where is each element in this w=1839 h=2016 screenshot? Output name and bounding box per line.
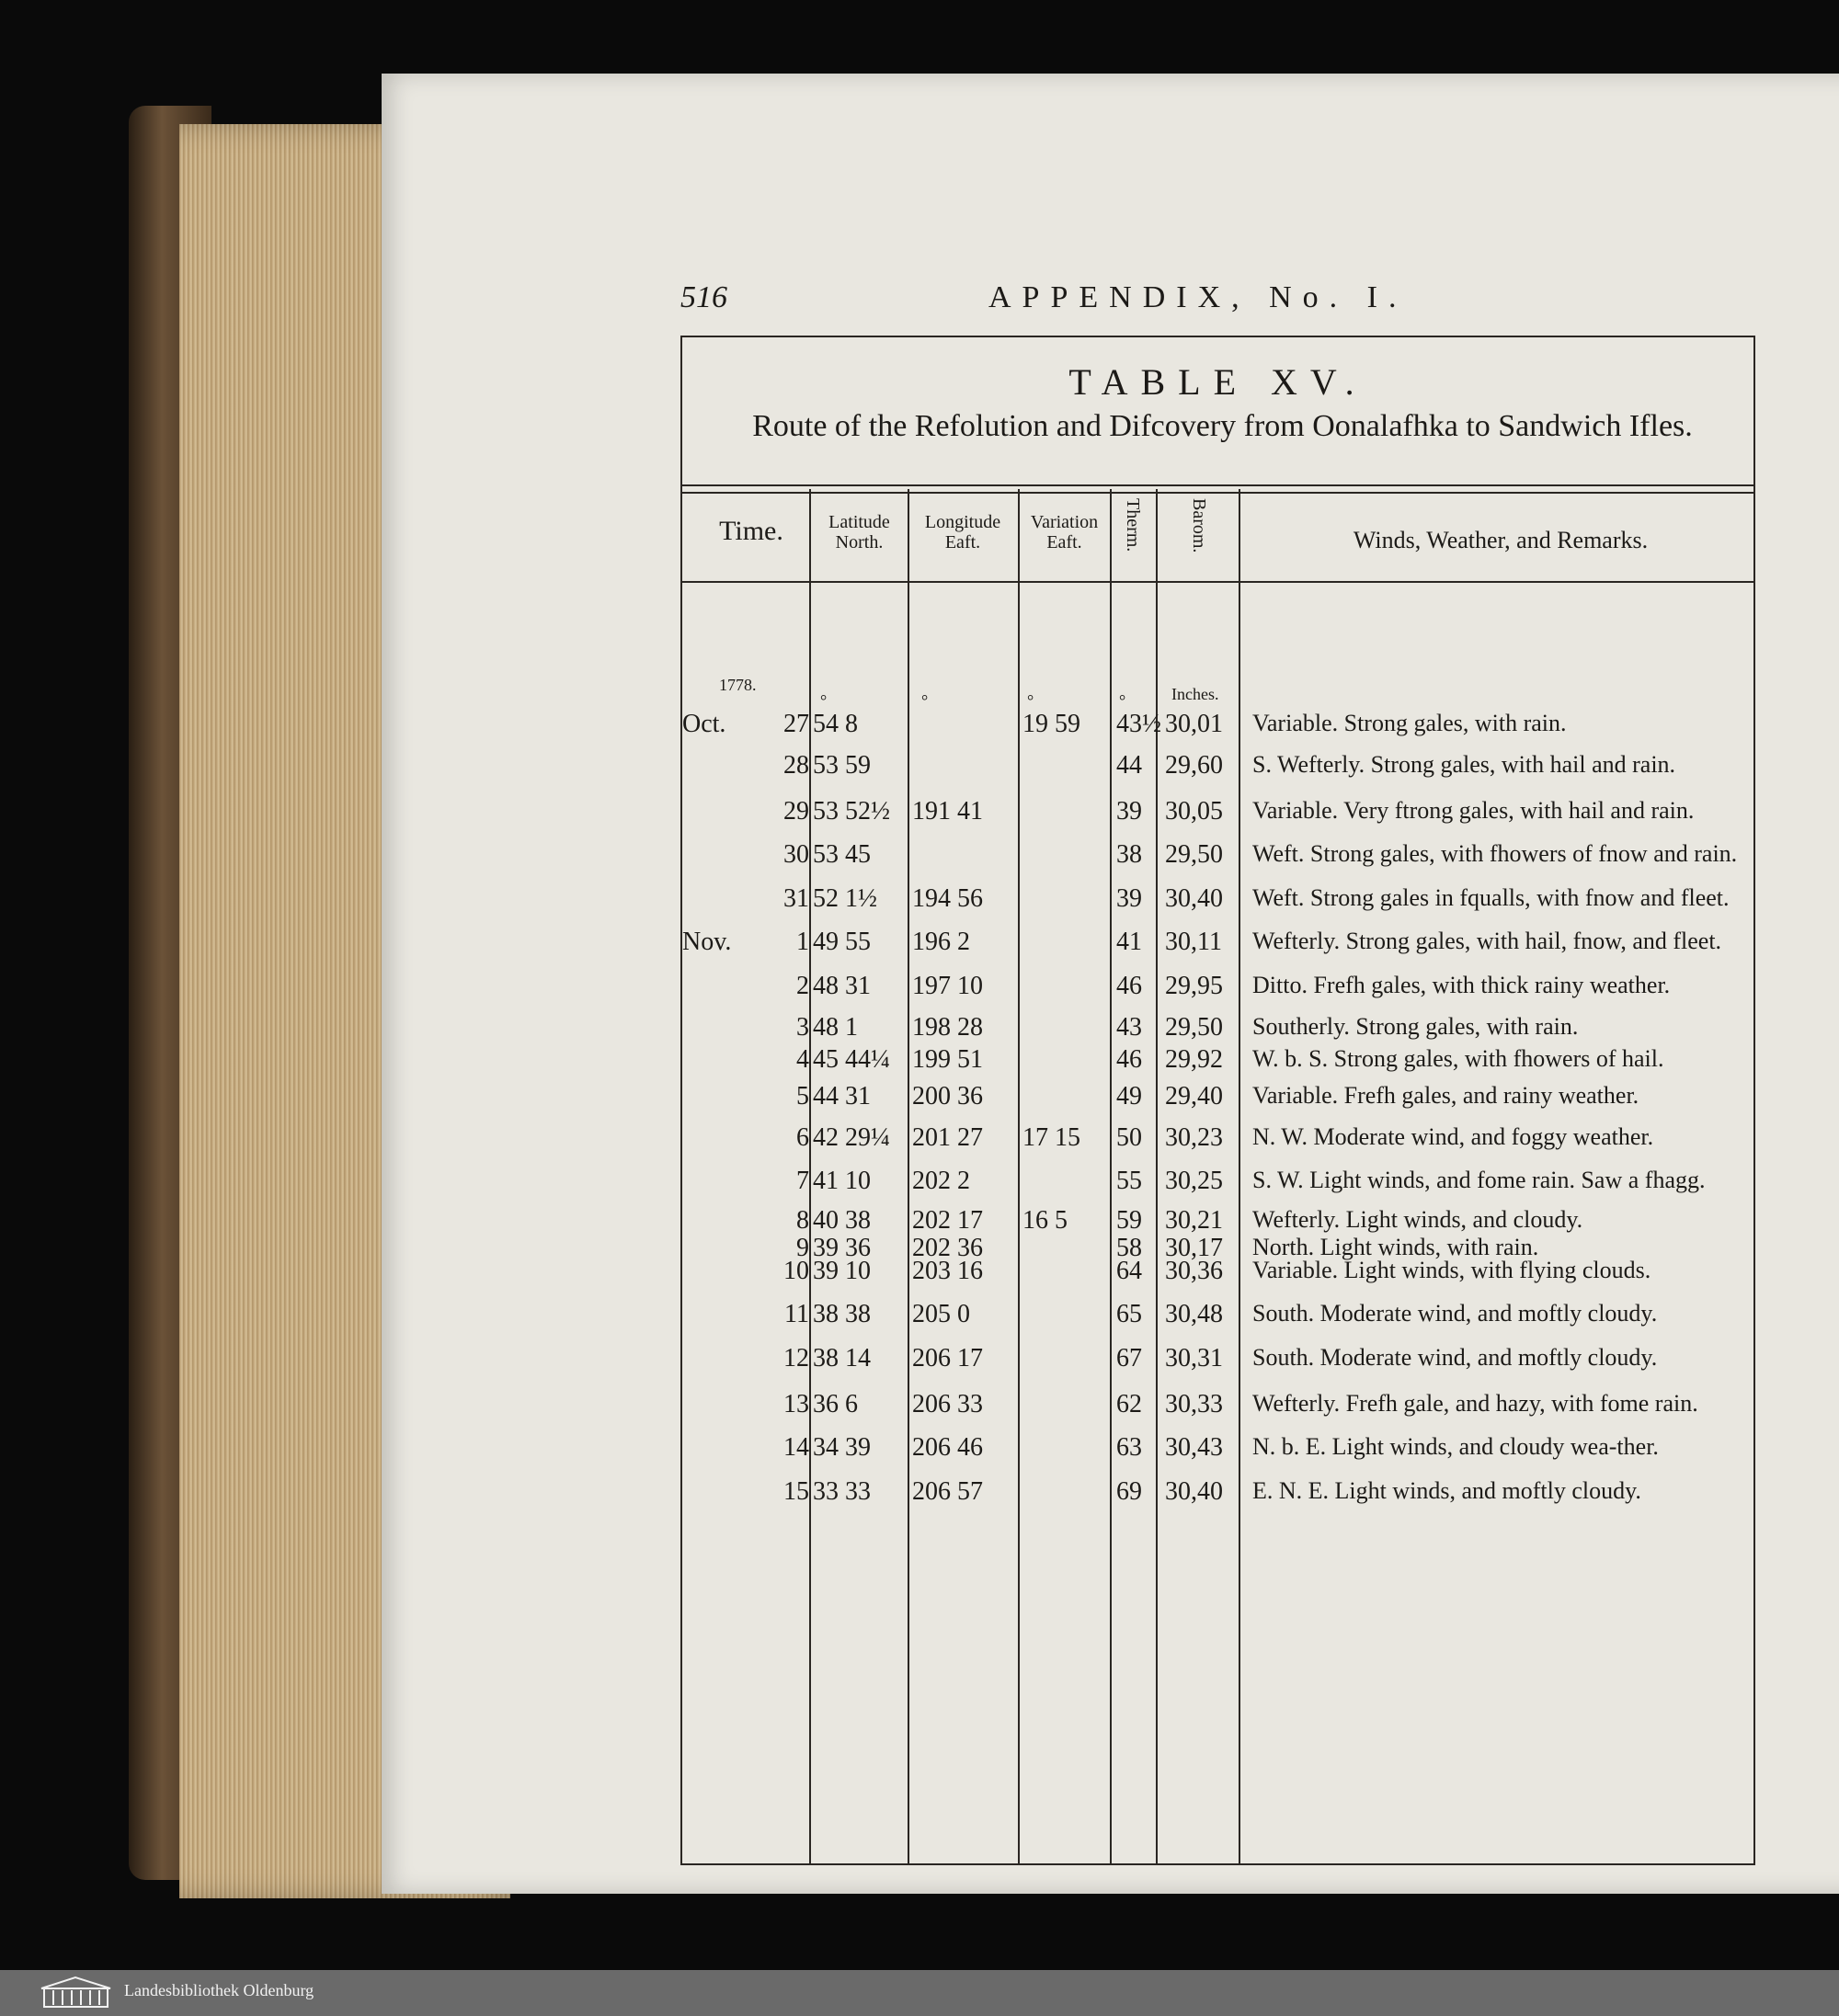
cell-therm: 65 [1116, 1300, 1142, 1328]
header-variation: Variation Eaft. [1030, 512, 1099, 552]
cell-var: 19 59 [1022, 710, 1080, 738]
cell-var: 17 15 [1022, 1123, 1080, 1152]
cell-barom: 29,92 [1165, 1045, 1223, 1074]
cell-therm: 44 [1116, 751, 1142, 780]
cell-lon: 206 57 [912, 1477, 983, 1506]
cell-day: 29 [783, 797, 809, 826]
open-book [129, 69, 1839, 1908]
cell-day: 6 [796, 1123, 809, 1152]
cell-day: 27 [783, 710, 809, 738]
cell-lon: 194 56 [912, 884, 983, 913]
cell-barom: 29,50 [1165, 840, 1223, 869]
cell-day: 13 [783, 1390, 809, 1418]
library-building-icon [37, 1976, 115, 2010]
cell-therm: 43 [1116, 1013, 1142, 1042]
inches-label: Inches. [1171, 685, 1219, 703]
cell-lat: 48 31 [813, 972, 871, 1000]
cell-day: 30 [783, 840, 809, 869]
library-name: Landesbibliothek Oldenburg [124, 1981, 314, 1999]
cell-remarks: South. Moderate wind, and moftly cloudy. [1252, 1300, 1658, 1327]
lat-degree-mark: ° [820, 691, 828, 710]
cell-lat: 44 31 [813, 1082, 871, 1111]
cell-barom: 30,11 [1165, 928, 1222, 956]
cell-lon: 200 36 [912, 1082, 983, 1111]
cell-barom: 29,95 [1165, 972, 1223, 1000]
cell-barom: 29,40 [1165, 1082, 1223, 1111]
cell-remarks: Variable. Strong gales, with rain. [1252, 710, 1567, 736]
cell-day: 15 [783, 1477, 809, 1506]
cell-lat: 54 8 [813, 710, 858, 738]
cell-therm: 46 [1116, 1045, 1142, 1074]
cell-barom: 30,25 [1165, 1167, 1223, 1195]
cell-lat: 34 39 [813, 1433, 871, 1462]
cell-remarks: Wefterly. Frefh gale, and hazy, with fome rain. [1252, 1390, 1698, 1417]
var-degree-mark: ° [1027, 691, 1034, 710]
table-number: TABLE XV. [1068, 361, 1367, 403]
cell-month: Nov. [682, 928, 732, 956]
cell-therm: 59 [1116, 1206, 1142, 1235]
cell-remarks: S. W. Light winds, and fome rain. Saw a fhagg. [1252, 1167, 1706, 1193]
therm-degree-mark: ° [1119, 691, 1126, 710]
page-number: 516 [680, 280, 727, 314]
cell-day: 31 [783, 884, 809, 913]
running-title: APPENDIX, No. I. [988, 280, 1408, 314]
cell-lon: 206 33 [912, 1390, 983, 1418]
cell-lon: 197 10 [912, 972, 983, 1000]
cell-remarks: Weft. Strong gales, with fhowers of fnow and rain. [1252, 840, 1738, 867]
cell-therm: 62 [1116, 1390, 1142, 1418]
book-page [382, 74, 1839, 1894]
cell-remarks: Variable. Light winds, with flying clouds. [1252, 1257, 1651, 1283]
table-caption: Route of the Refolution and Difcovery from Oonalafhka to Sandwich Ifles. [752, 409, 1693, 443]
cell-lat: 39 36 [813, 1234, 871, 1262]
cell-lat: 41 10 [813, 1167, 871, 1195]
cell-lon: 191 41 [912, 797, 983, 826]
cell-lat: 38 14 [813, 1344, 871, 1372]
cell-therm: 49 [1116, 1082, 1142, 1111]
cell-remarks: E. N. E. Light winds, and moftly cloudy. [1252, 1477, 1641, 1504]
cell-barom: 30,36 [1165, 1257, 1223, 1285]
cell-remarks: Weft. Strong gales in fqualls, with fnow and fleet. [1252, 884, 1730, 911]
cell-lat: 40 38 [813, 1206, 871, 1235]
cell-therm: 43½ [1116, 710, 1161, 738]
year-label: 1778. [719, 676, 757, 694]
cell-var: 16 5 [1022, 1206, 1068, 1235]
cell-day: 7 [796, 1167, 809, 1195]
cell-remarks: N. b. E. Light winds, and cloudy wea-ther. [1252, 1433, 1659, 1460]
cell-day: 10 [783, 1257, 809, 1285]
cell-therm: 38 [1116, 840, 1142, 869]
cell-lon: 205 0 [912, 1300, 970, 1328]
cell-lon: 202 17 [912, 1206, 983, 1235]
cell-remarks: W. b. S. Strong gales, with fhowers of hail. [1252, 1045, 1664, 1072]
cell-lon: 196 2 [912, 928, 970, 956]
header-rule [682, 484, 1753, 486]
cell-barom: 29,50 [1165, 1013, 1223, 1042]
cell-therm: 64 [1116, 1257, 1142, 1285]
cell-day: 9 [796, 1234, 809, 1262]
cell-day: 3 [796, 1013, 809, 1042]
cell-lat: 39 10 [813, 1257, 871, 1285]
cell-remarks: Variable. Frefh gales, and rainy weather. [1252, 1082, 1639, 1109]
cell-therm: 58 [1116, 1234, 1142, 1262]
cell-day: 4 [796, 1045, 809, 1074]
cell-day: 14 [783, 1433, 809, 1462]
cell-day: 8 [796, 1206, 809, 1235]
cell-barom: 29,60 [1165, 751, 1223, 780]
cell-month: Oct. [682, 710, 726, 738]
header-therm: Therm. [1123, 498, 1143, 552]
cell-barom: 30,40 [1165, 884, 1223, 913]
cell-lat: 48 1 [813, 1013, 858, 1042]
cell-therm: 46 [1116, 972, 1142, 1000]
cell-barom: 30,17 [1165, 1234, 1223, 1262]
cell-lat: 38 38 [813, 1300, 871, 1328]
cell-remarks: South. Moderate wind, and moftly cloudy. [1252, 1344, 1658, 1371]
cell-barom: 30,33 [1165, 1390, 1223, 1418]
header-longitude: Longitude Eaft. [924, 512, 1001, 552]
cell-lat: 53 59 [813, 751, 871, 780]
cell-therm: 50 [1116, 1123, 1142, 1152]
cell-barom: 30,31 [1165, 1344, 1223, 1372]
cell-day: 1 [796, 928, 809, 956]
cell-barom: 30,23 [1165, 1123, 1223, 1152]
cell-barom: 30,01 [1165, 710, 1223, 738]
cell-day: 12 [783, 1344, 809, 1372]
cell-therm: 55 [1116, 1167, 1142, 1195]
cell-remarks: S. Wefterly. Strong gales, with hail and rain. [1252, 751, 1676, 778]
cell-lon: 199 51 [912, 1045, 983, 1074]
cell-remarks: Ditto. Frefh gales, with thick rainy weather. [1252, 972, 1671, 998]
cell-barom: 30,05 [1165, 797, 1223, 826]
cell-lat: 52 1½ [813, 884, 877, 913]
cell-lon: 206 46 [912, 1433, 983, 1462]
weather-table [680, 336, 1755, 1865]
cell-remarks: Variable. Very ftrong gales, with hail and rain. [1252, 797, 1695, 824]
footer-bar [0, 1970, 1839, 2016]
cell-lon: 198 28 [912, 1013, 983, 1042]
cell-therm: 39 [1116, 797, 1142, 826]
cell-therm: 39 [1116, 884, 1142, 913]
cell-therm: 63 [1116, 1433, 1142, 1462]
header-barom: Barom. [1189, 498, 1209, 553]
cell-lat: 42 29¼ [813, 1123, 890, 1152]
cell-remarks: N. W. Moderate wind, and foggy weather. [1252, 1123, 1654, 1150]
cell-lat: 45 44¼ [813, 1045, 890, 1074]
cell-remarks: Wefterly. Light winds, and cloudy. [1252, 1206, 1583, 1233]
cell-therm: 67 [1116, 1344, 1142, 1372]
cell-lat: 49 55 [813, 928, 871, 956]
cell-day: 28 [783, 751, 809, 780]
cell-lat: 53 45 [813, 840, 871, 869]
table-row [682, 1477, 1753, 1532]
cell-lon: 203 16 [912, 1257, 983, 1285]
header-latitude: Latitude North. [828, 512, 890, 552]
header-time: Time. [719, 516, 783, 546]
cell-lat: 53 52½ [813, 797, 890, 826]
cell-day: 11 [784, 1300, 809, 1328]
cell-barom: 30,48 [1165, 1300, 1223, 1328]
colhead-rule [682, 581, 1753, 583]
cell-lon: 206 17 [912, 1344, 983, 1372]
header-rule-double [682, 492, 1753, 494]
cell-lat: 36 6 [813, 1390, 858, 1418]
cell-lon: 201 27 [912, 1123, 983, 1152]
cell-remarks: Southerly. Strong gales, with rain. [1252, 1013, 1579, 1040]
cell-therm: 69 [1116, 1477, 1142, 1506]
cell-day: 2 [796, 972, 809, 1000]
cell-day: 5 [796, 1082, 809, 1111]
header-remarks: Winds, Weather, and Remarks. [1353, 527, 1649, 553]
lon-degree-mark: ° [921, 691, 929, 710]
cell-lon: 202 36 [912, 1234, 983, 1262]
cell-lat: 33 33 [813, 1477, 871, 1506]
cell-barom: 30,43 [1165, 1433, 1223, 1462]
cell-barom: 30,21 [1165, 1206, 1223, 1235]
cell-remarks: North. Light winds, with rain. [1252, 1234, 1539, 1260]
cell-lon: 202 2 [912, 1167, 970, 1195]
cell-barom: 30,40 [1165, 1477, 1223, 1506]
cell-remarks: Wefterly. Strong gales, with hail, fnow, and fleet. [1252, 928, 1722, 954]
cell-therm: 41 [1116, 928, 1142, 956]
